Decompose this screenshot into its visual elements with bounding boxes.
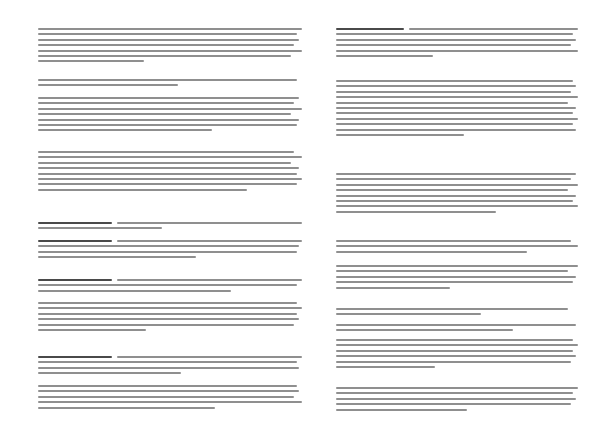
text-line <box>38 97 299 99</box>
text-line <box>336 184 578 186</box>
text-line <box>336 329 513 331</box>
text-line <box>38 33 297 35</box>
text-line <box>38 151 294 153</box>
text-line <box>336 200 573 202</box>
text-line <box>336 392 573 394</box>
text-line <box>336 251 527 253</box>
bold-lead-in <box>38 356 112 358</box>
text-line <box>336 129 576 131</box>
text-line <box>336 350 573 352</box>
text-line <box>336 361 571 363</box>
text-line <box>336 281 573 283</box>
text-line <box>38 39 299 41</box>
text-line <box>38 396 294 398</box>
text-line <box>336 123 573 125</box>
text-line <box>336 44 571 46</box>
bold-lead-in <box>38 279 112 281</box>
text-line <box>38 318 299 320</box>
text-line <box>336 33 573 35</box>
text-line <box>336 355 576 357</box>
text-line <box>38 401 302 403</box>
text-line <box>336 85 576 87</box>
text-line <box>336 387 578 389</box>
text-line <box>38 167 299 169</box>
left-text-column <box>38 0 302 424</box>
text-line <box>38 28 302 30</box>
text-line <box>38 124 297 126</box>
text-line <box>336 55 433 57</box>
right-text-column <box>336 0 578 424</box>
text-line <box>38 245 299 247</box>
text-line <box>336 276 576 278</box>
text-line <box>336 102 568 104</box>
text-line <box>336 403 571 405</box>
text-line <box>336 211 496 213</box>
text-line <box>336 39 576 41</box>
text-line <box>336 409 467 411</box>
text-line <box>38 284 297 286</box>
text-line <box>38 173 297 175</box>
text-line <box>336 366 435 368</box>
text-line <box>336 107 576 109</box>
bold-lead-in <box>38 240 112 242</box>
text-line <box>38 385 297 387</box>
text-line <box>336 205 578 207</box>
text-line <box>336 91 571 93</box>
text-line <box>38 361 297 363</box>
text-line <box>38 390 299 392</box>
text-line <box>38 79 297 81</box>
text-line <box>38 55 291 57</box>
text-line <box>38 178 302 180</box>
text-line <box>336 265 578 267</box>
text-line <box>38 329 146 331</box>
text-line <box>409 28 578 30</box>
text-line <box>38 302 297 304</box>
text-line <box>117 356 302 358</box>
text-line <box>336 313 481 315</box>
text-line <box>336 112 573 114</box>
text-line <box>38 251 297 253</box>
text-line <box>38 290 231 292</box>
text-line <box>336 308 568 310</box>
text-line <box>117 279 302 281</box>
text-line <box>38 313 297 315</box>
text-line <box>38 129 212 131</box>
text-line <box>336 80 573 82</box>
text-line <box>38 256 196 258</box>
text-line <box>117 222 302 224</box>
text-line <box>38 84 178 86</box>
text-line <box>336 324 576 326</box>
text-line <box>38 156 302 158</box>
text-line <box>336 287 450 289</box>
text-line <box>336 189 568 191</box>
text-line <box>38 183 297 185</box>
text-line <box>38 162 291 164</box>
text-line <box>336 173 576 175</box>
text-line <box>38 113 291 115</box>
text-line <box>336 344 578 346</box>
text-line <box>336 134 464 136</box>
text-line <box>336 270 568 272</box>
text-line <box>336 50 578 52</box>
text-line <box>38 44 294 46</box>
text-line <box>38 60 144 62</box>
text-line <box>38 407 215 409</box>
text-line <box>336 96 578 98</box>
text-line <box>38 102 294 104</box>
text-line <box>38 119 299 121</box>
text-line <box>336 398 576 400</box>
text-line <box>336 245 578 247</box>
text-line <box>336 195 576 197</box>
text-line <box>336 339 573 341</box>
text-line <box>38 50 302 52</box>
text-line <box>38 372 181 374</box>
text-line <box>336 178 571 180</box>
text-line <box>336 240 571 242</box>
text-line <box>38 108 302 110</box>
text-line <box>117 240 302 242</box>
text-line <box>38 367 299 369</box>
text-line <box>38 324 294 326</box>
text-line <box>38 227 162 229</box>
text-line <box>38 307 302 309</box>
text-line <box>38 189 247 191</box>
bold-lead-in <box>336 28 404 30</box>
bold-lead-in <box>38 222 112 224</box>
text-line <box>336 118 578 120</box>
